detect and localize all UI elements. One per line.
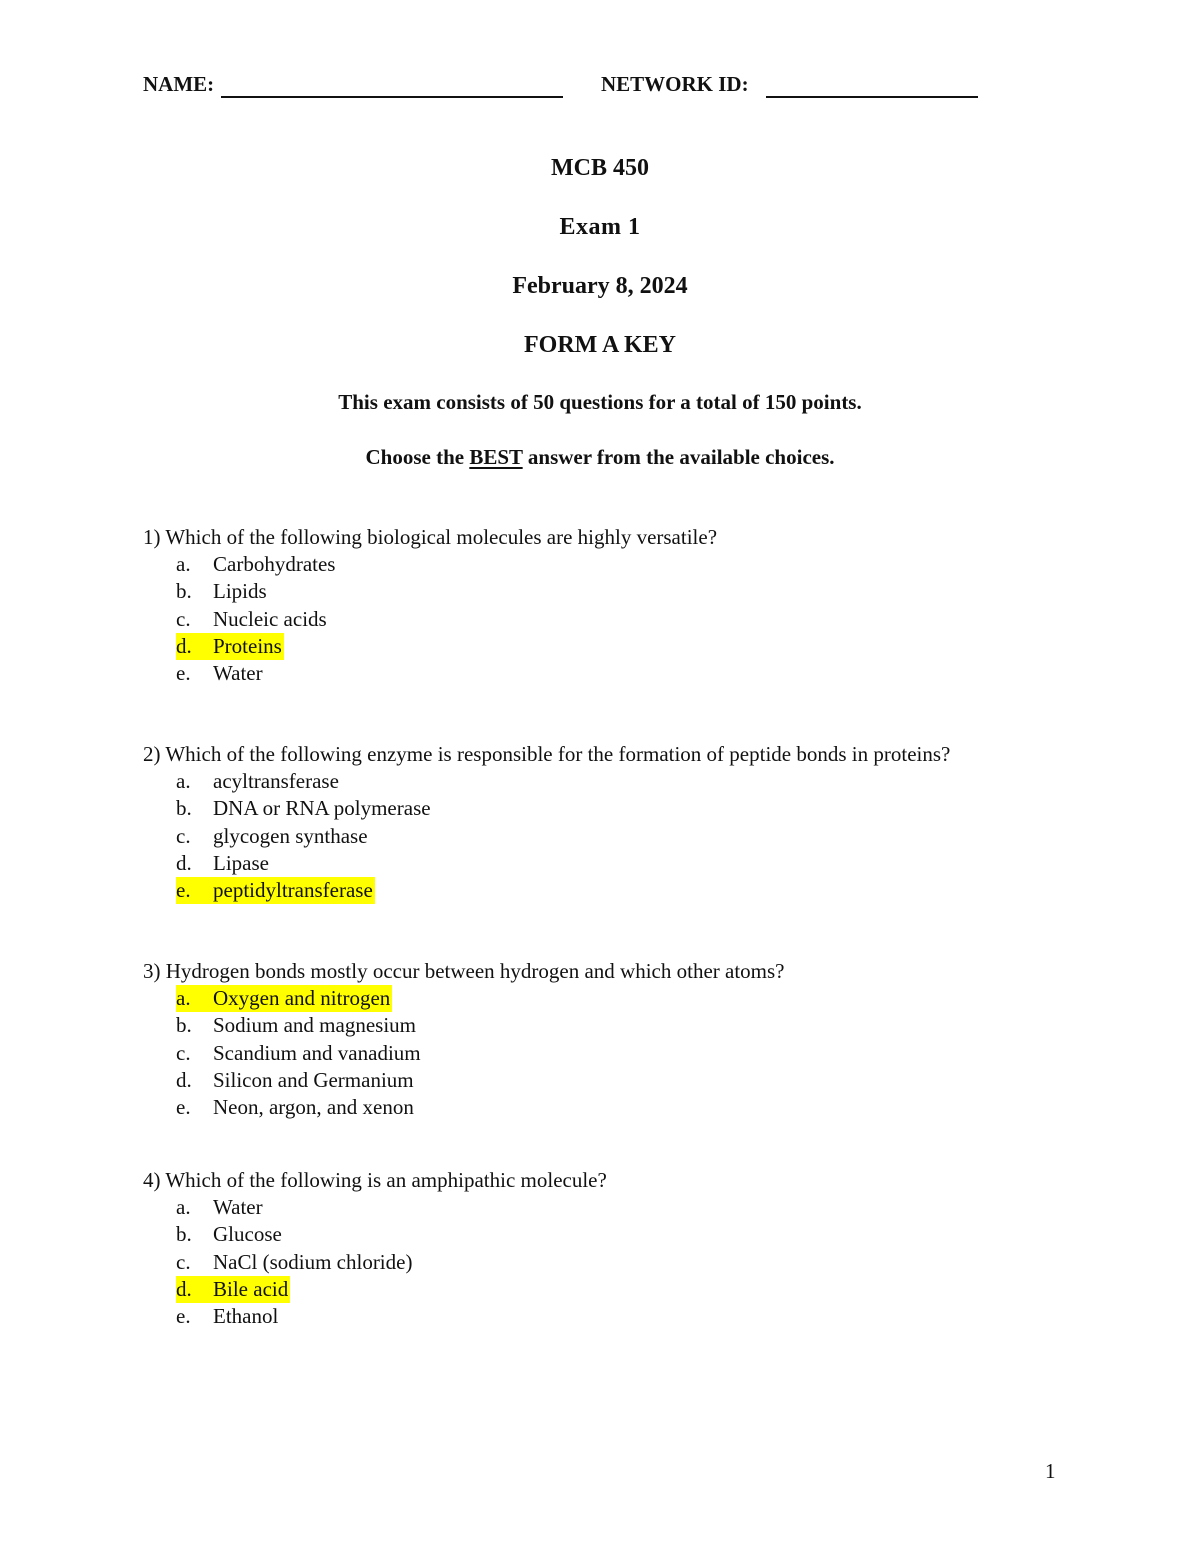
option-content [176, 578, 269, 605]
option-d [143, 1276, 607, 1303]
question-1 [143, 524, 717, 687]
option-letter: d. [176, 633, 192, 658]
option-c [143, 1249, 607, 1276]
option-text: Nucleic acids [213, 606, 327, 631]
exam-date: February 8, 2024 [512, 273, 688, 299]
name-label: NAME: [143, 72, 215, 96]
option-content [176, 1303, 280, 1330]
option-text: Lipase [213, 850, 269, 875]
answer-options [143, 1194, 607, 1330]
option-letter: b. [176, 1013, 192, 1038]
option-letter: d. [176, 1067, 192, 1092]
option-text: Silicon and Germanium [213, 1067, 414, 1092]
option-content [176, 985, 392, 1012]
option-a [143, 1194, 607, 1221]
option-a [143, 551, 717, 578]
option-content [176, 1249, 414, 1276]
question-stem: 3) Hydrogen bonds mostly occur between hydrogen and which other atoms? [143, 959, 785, 983]
option-text: Lipids [213, 579, 267, 604]
option-b [143, 795, 950, 822]
option-text: NaCl (sodium chloride) [213, 1249, 413, 1274]
option-content [176, 1194, 265, 1221]
name-blank-line [221, 96, 563, 98]
option-content [176, 850, 271, 877]
option-content [176, 660, 265, 687]
option-d [143, 633, 717, 660]
option-e [143, 1303, 607, 1330]
question-stem: 1) Which of the following biological molecules are highly versatile? [143, 525, 718, 549]
course-title: MCB 450 [551, 155, 649, 181]
option-content [176, 877, 375, 904]
option-text: Proteins [213, 633, 282, 658]
option-c [143, 823, 950, 850]
option-a [143, 768, 950, 795]
page-number: 1 [1045, 1459, 1056, 1483]
option-letter: e. [176, 1303, 191, 1328]
exam-info: This exam consists of 50 questions for a total of 150 points. [338, 390, 862, 414]
option-text: glycogen synthase [213, 823, 368, 848]
option-text: Ethanol [213, 1303, 279, 1328]
question-3 [143, 958, 785, 1121]
network-id-label: NETWORK ID: [601, 72, 749, 96]
option-content [176, 1094, 416, 1121]
question-4 [143, 1167, 607, 1330]
exam-title: Exam 1 [559, 214, 641, 240]
option-letter: e. [176, 660, 191, 685]
option-content [176, 795, 433, 822]
option-letter: a. [176, 1195, 191, 1220]
answer-options [143, 985, 785, 1121]
option-content [176, 633, 284, 660]
option-letter: a. [176, 552, 191, 577]
instructions-pre: Choose the [365, 445, 470, 469]
option-letter: c. [176, 823, 191, 848]
option-content [176, 606, 329, 633]
option-content [176, 1040, 423, 1067]
option-e [143, 1094, 785, 1121]
option-b [143, 1221, 607, 1248]
option-letter: b. [176, 1222, 192, 1247]
option-content [176, 1276, 290, 1303]
option-letter: c. [176, 606, 191, 631]
student-info-row [143, 72, 1063, 102]
option-letter: d. [176, 850, 192, 875]
answer-options [143, 768, 950, 904]
option-content [176, 1221, 284, 1248]
form-label: FORM A KEY [523, 332, 676, 358]
option-text: Sodium and magnesium [213, 1013, 416, 1038]
instructions-post: answer from the available choices. [522, 445, 835, 469]
question-stem: 2) Which of the following enzyme is responsible for the formation of peptide bonds in proteins? [143, 742, 951, 766]
network-id-blank-line [766, 96, 978, 98]
option-b [143, 578, 717, 605]
option-text: Water [213, 660, 263, 685]
option-text: acyltransferase [213, 769, 339, 794]
option-content [176, 1067, 416, 1094]
option-text: Neon, argon, and xenon [213, 1094, 414, 1119]
option-text: Oxygen and nitrogen [213, 986, 391, 1011]
option-c [143, 1040, 785, 1067]
option-c [143, 606, 717, 633]
option-letter: e. [176, 877, 191, 902]
option-d [143, 1067, 785, 1094]
option-letter: b. [176, 796, 192, 821]
instructions [0, 445, 1200, 470]
option-text: DNA or RNA polymerase [213, 796, 431, 821]
option-text: Glucose [213, 1222, 282, 1247]
option-letter: d. [176, 1276, 192, 1301]
option-text: peptidyltransferase [213, 877, 373, 902]
option-content [176, 823, 370, 850]
option-letter: c. [176, 1040, 191, 1065]
answer-options [143, 551, 717, 687]
option-letter: e. [176, 1094, 191, 1119]
question-stem: 4) Which of the following is an amphipathic molecule? [143, 1168, 607, 1192]
option-text: Water [213, 1195, 263, 1220]
option-content [176, 1012, 418, 1039]
option-e [143, 877, 950, 904]
option-letter: a. [176, 769, 191, 794]
option-content [176, 551, 337, 578]
option-letter: c. [176, 1249, 191, 1274]
option-text: Bile acid [213, 1276, 289, 1301]
option-d [143, 850, 950, 877]
option-text: Carbohydrates [213, 552, 336, 577]
question-2 [143, 741, 950, 904]
instructions-emphasis: BEST [469, 445, 523, 469]
option-text: Scandium and vanadium [213, 1040, 421, 1065]
option-b [143, 1012, 785, 1039]
option-letter: a. [176, 986, 191, 1011]
option-a [143, 985, 785, 1012]
option-e [143, 660, 717, 687]
option-letter: b. [176, 579, 192, 604]
option-content [176, 768, 341, 795]
